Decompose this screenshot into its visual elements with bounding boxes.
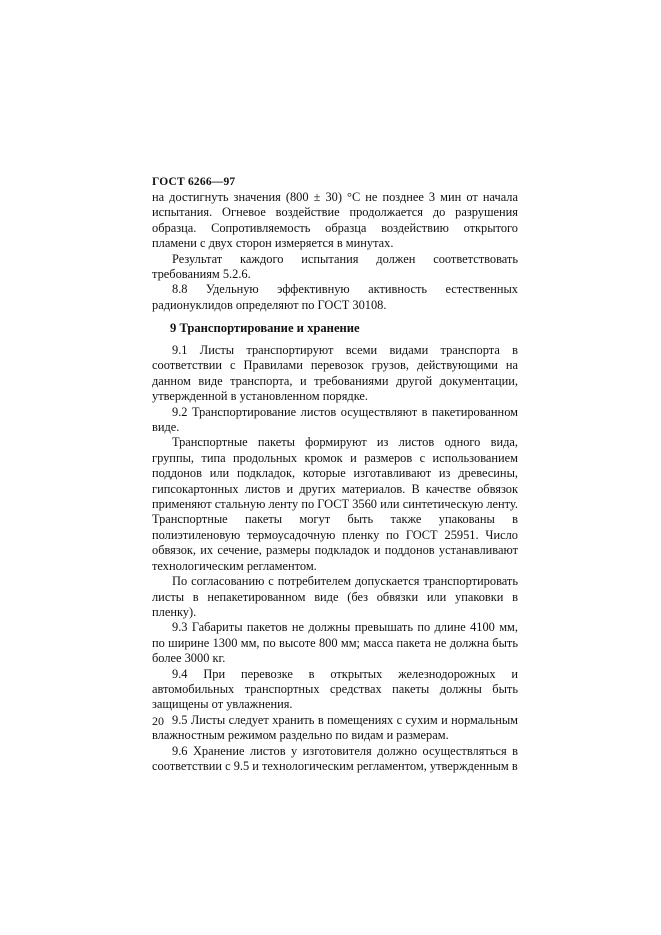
paragraph-9-3: 9.3 Габариты пакетов не должны превышать по длине 4100 мм, по ширине 1300 мм, по высоте 800 мм; масса пакета не должна быть более 3000 кг. [152, 620, 518, 666]
paragraph-9-2: 9.2 Транспортирование листов осуществляют в пакетированном виде. [152, 404, 518, 435]
paragraph-9-6: 9.6 Хранение листов у изготовителя должно осуществляться в соответствии с 9.5 и технологическим регламентом, утвержденным в [152, 743, 518, 773]
paragraph-continuation: на достигнуть значения (800 ± 30) °С не позднее 3 мин от начала испытания. Огневое воздействие продолжается до разрушения образца. Сопротивляемость образца воздействию открытого пламени с двух сторон измеряется в минутах. [152, 190, 518, 251]
standard-header: ГОСТ 6266—97 [152, 176, 236, 188]
paragraph-9-4: 9.4 При перевозке в открытых железнодорожных и автомобильных транспортных средствах пакеты должны быть защищены от увлажнения. [152, 666, 518, 712]
paragraph-9-5: 9.5 Листы следует хранить в помещениях с сухим и нормальным влажностным режимом раздельно по видам и размерам. [152, 712, 518, 743]
section-heading: 9 Транспортирование и хранение [170, 321, 360, 335]
paragraph-result: Результат каждого испытания должен соответствовать требованиям 5.2.6. [152, 251, 518, 282]
top-text-block [152, 190, 518, 313]
paragraph-packages: Транспортные пакеты формируют из листов одного вида, группы, типа продольных кромок и размеров с использованием поддонов или подкладок, которые изготавливают из древесины, гипсокартонных листов и других материалов. В качестве обвязок применяют стальную ленту по ГОСТ 3560 или синтетическую ленту. Транспортные пакеты могут быть также упакованы в полиэтиленовую термоусадочную пленку по ГОСТ 25951. Число обвязок, их сечение, размеры подкладок и поддонов устанавливают технологическим регламентом. [152, 435, 518, 573]
section-text-block [152, 343, 518, 774]
page-number: 20 [152, 714, 164, 728]
paragraph-agreement: По согласованию с потребителем допускается транспортировать листы в непакетированном виде (без обвязки или упаковки в пленку). [152, 574, 518, 619]
paragraph-8-8: 8.8 Удельную эффективную активность естественных радионуклидов определяют по ГОСТ 30108. [152, 282, 518, 312]
paragraph-9-1: 9.1 Листы транспортируют всеми видами транспорта в соответствии с Правилами перевозок грузов, действующими на данном виде транспорта, и требованиями другой документации, утвержденной в установленном порядке. [152, 343, 518, 404]
